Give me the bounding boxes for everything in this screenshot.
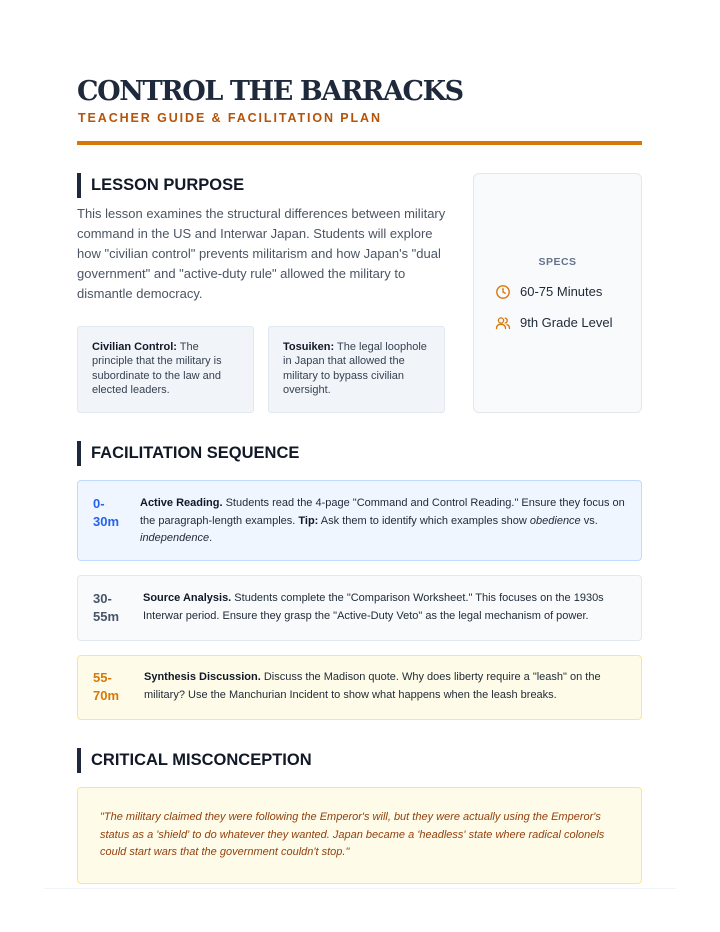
- specs-title: SPECS: [538, 256, 577, 268]
- definition-text: The principle that the military is subordinate to the law and elected leaders.: [92, 341, 222, 397]
- step-text: .: [209, 532, 213, 544]
- step-title: Active Reading.: [140, 497, 223, 509]
- spec-grade-text: 9th Grade Level: [520, 315, 613, 330]
- users-icon: [495, 315, 511, 331]
- footer-divider: [44, 888, 676, 889]
- section-heading-label: LESSON PURPOSE: [91, 176, 245, 194]
- step-text: Students read the 4-page "Command and Control Reading." Ensure they focus on the paragraph-length examples.: [140, 497, 625, 527]
- section-heading-label: CRITICAL MISCONCEPTION: [91, 751, 312, 769]
- step-time: 55- 70m: [93, 670, 120, 703]
- definition-term: Tosuiken:: [283, 341, 335, 353]
- misconception-quote: "The military claimed they were following the Emperor's will, but they were actually using the Emperor's status as a 'shield' to do whatever they wanted. Japan became a 'headless' state where radical colonels could start wars that the government couldn't stop.": [77, 787, 642, 884]
- step-description: [140, 495, 628, 548]
- section-accent-bar: [77, 173, 81, 198]
- spec-duration-text: 60-75 Minutes: [520, 284, 603, 299]
- sequence-step-active-reading: [77, 480, 642, 561]
- step-text: Ask them to identify which examples show: [318, 514, 530, 527]
- tip-label: Tip:: [298, 514, 319, 527]
- step-emphasis: obedience: [529, 514, 581, 527]
- lesson-purpose-text: This lesson examines the structural differences between military command in the US and Interwar Japan. Students will explore how "civilian control" prevents militarism and how Japan's "dual government" and "active-duty rule" allowed the military to dismantle democracy.: [77, 206, 446, 301]
- section-heading-label: FACILITATION SEQUENCE: [91, 444, 300, 462]
- step-emphasis: independence: [140, 532, 210, 544]
- step-title: Synthesis Discussion.: [144, 671, 261, 683]
- document-subtitle: TEACHER GUIDE & FACILITATION PLAN: [78, 111, 382, 125]
- step-text: Discuss the Madison quote. Why does liberty require a "leash" on the military? Use the Manchurian Incident to show what happens when the leash breaks.: [144, 671, 601, 701]
- definition-card-tosuiken: [268, 326, 445, 413]
- title-divider: [77, 141, 642, 145]
- specs-panel: [473, 173, 642, 413]
- step-description: [144, 669, 628, 704]
- step-time: 30- 55m: [93, 591, 120, 624]
- clock-icon: [495, 284, 511, 300]
- definition-text: The legal loophole in Japan that allowed the military to bypass civilian oversight.: [283, 341, 427, 397]
- step-time: 0- 30m: [93, 496, 120, 529]
- document-title: CONTROL THE BARRACKS: [77, 76, 463, 107]
- section-accent-bar: [77, 441, 81, 466]
- step-text: Students complete the "Comparison Worksheet." This focuses on the 1930s Interwar period. Ensure they grasp the "Active-Duty Veto" as the legal mechanism of power.: [143, 592, 604, 622]
- step-text: vs.: [580, 514, 598, 527]
- sequence-step-synthesis-discussion: [77, 655, 642, 720]
- definition-card-civilian-control: [77, 326, 254, 413]
- definition-term: Civilian Control:: [92, 341, 177, 353]
- sequence-step-source-analysis: [77, 575, 642, 641]
- section-accent-bar: [77, 748, 81, 773]
- step-description: [143, 590, 627, 625]
- step-title: Source Analysis.: [143, 592, 232, 604]
